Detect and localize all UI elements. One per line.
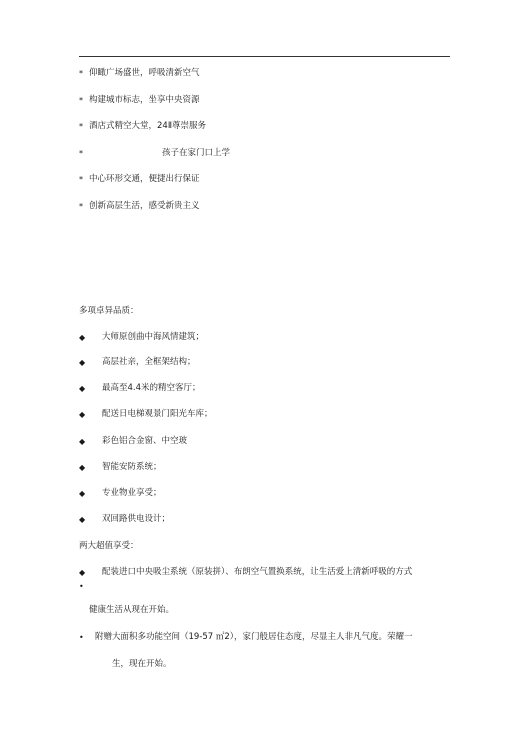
quality-item: 智能安防系统； bbox=[102, 462, 162, 472]
diamond-mark: ◆ bbox=[79, 358, 86, 367]
enjoy-text: 配装进口中央吸尘系统（原装拼）、布朗空气置换系统，让生活爱上清新呼吸的方式 bbox=[102, 567, 413, 577]
bullet-text: 构建城市标志，坐享中央资源 bbox=[89, 95, 200, 105]
bullet-text: 仰瞰广场盛世，呼吸清新空气 bbox=[89, 68, 200, 78]
quality-item: 专业物业享受； bbox=[102, 488, 162, 498]
enjoy-heading: 两大超值享受： bbox=[79, 541, 139, 551]
bullet-text: 酒店式精空大堂，24Ⅱ尊崇服务 bbox=[89, 121, 207, 131]
bullet-mark: * bbox=[79, 69, 83, 78]
diamond-mark: ◆ bbox=[79, 333, 86, 342]
dot-mark: • bbox=[79, 582, 84, 591]
quality-item: 彩色铝合金窗、中空玻 bbox=[102, 436, 188, 446]
bullet-mark: * bbox=[79, 149, 83, 158]
diamond-mark: ◆ bbox=[79, 489, 86, 498]
enjoy-text: 附赠大面积多功能空间（19-57 ㎡2），家门般居住态度，尽显主人非凡气度。荣耀一 bbox=[95, 632, 413, 642]
diamond-mark: ◆ bbox=[79, 568, 86, 577]
bullet-mark: * bbox=[79, 202, 83, 211]
diamond-mark: ◆ bbox=[79, 410, 86, 419]
bullet-text: 孩子在家门口上学 bbox=[162, 148, 231, 158]
diamond-mark: ◆ bbox=[79, 515, 86, 524]
quality-item: 最高至4.4米的精空客厅； bbox=[102, 383, 201, 393]
enjoy-text-cont: 生，现在开始。 bbox=[112, 659, 172, 669]
diamond-mark: ◆ bbox=[79, 384, 86, 393]
dot-mark: • bbox=[79, 633, 84, 642]
quality-item: 配送日电梯观景门阳光车库； bbox=[102, 409, 213, 419]
bullet-text: 中心环形交通，便捷出行保证 bbox=[89, 174, 200, 184]
diamond-mark: ◆ bbox=[79, 437, 86, 446]
quality-item: 双回路供电设计； bbox=[102, 514, 171, 524]
bullet-mark: * bbox=[79, 96, 83, 105]
bullet-mark: * bbox=[79, 175, 83, 184]
quality-item: 高层社亲，全框架结构； bbox=[102, 357, 196, 367]
diamond-mark: ◆ bbox=[79, 463, 86, 472]
quality-heading: 多项卓异品质： bbox=[79, 306, 139, 316]
enjoy-text-cont: 健康生活从现在开始。 bbox=[89, 605, 175, 615]
bullet-text: 创新高层生活，感受新贵主义 bbox=[89, 201, 200, 211]
header-rule bbox=[79, 56, 450, 57]
bullet-mark: * bbox=[79, 122, 83, 131]
quality-item: 大师原创曲中海风情建筑； bbox=[102, 332, 205, 342]
